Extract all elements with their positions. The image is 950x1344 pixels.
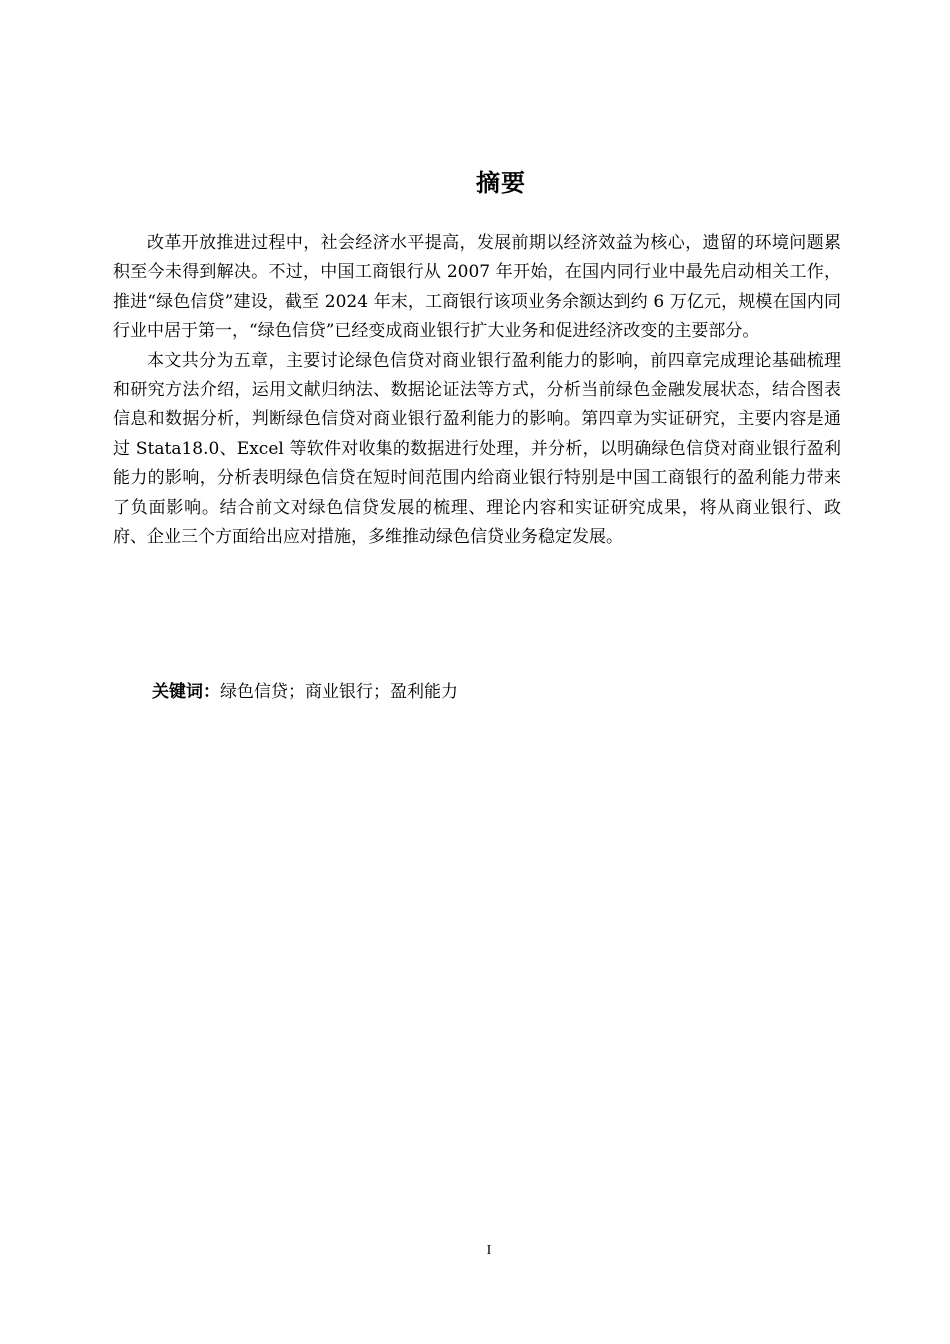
keywords-text: 绿色信贷；商业银行；盈利能力 bbox=[220, 682, 458, 702]
abstract-paragraph-2: 本文共分为五章，主要讨论绿色信贷对商业银行盈利能力的影响，前四章完成理论基础梳理和研究方法介绍，运用文献归纳法、数据论证法等方式，分析当前绿色金融发展状态，结合图表信息和数据分析，判断绿色信贷对商业银行盈利能力的影响。第四章为实证研究，主要内容是通过 Stata18.0、Excel 等软件对收集的数据进行处理，并分析，以明确绿色信贷对商业银行盈利能力的影响，分析表明绿色信贷在短时间范围内给商业银行特别是中国工商银行的盈利能力带来了负面影响。结合前文对绿色信贷发展的梳理、理论内容和实证研究成果，将从商业银行、政府、企业三个方面给出应对措施，多维推动绿色信贷业务稳定发展。 bbox=[113, 350, 841, 548]
keywords-line bbox=[152, 678, 842, 707]
page-number: I bbox=[486, 1243, 492, 1258]
abstract-paragraph-1: 改革开放推进过程中，社会经济水平提高，发展前期以经济效益为核心，遗留的环境问题累积至今未得到解决。不过，中国工商银行从 2007 年开始，在国内同行业中最先启动相关工作，推进“绿色信贷”建设，截至 2024 年末，工商银行该项业务余额达到约 6 万亿元，规模在国内同行业中居于第一，“绿色信贷”已经变成商业银行扩大业务和促进经济改变的主要部分。 bbox=[113, 233, 841, 342]
abstract-body bbox=[113, 229, 841, 552]
keywords-label: 关键词： bbox=[152, 682, 220, 702]
page-title: 摘要 bbox=[476, 169, 526, 197]
